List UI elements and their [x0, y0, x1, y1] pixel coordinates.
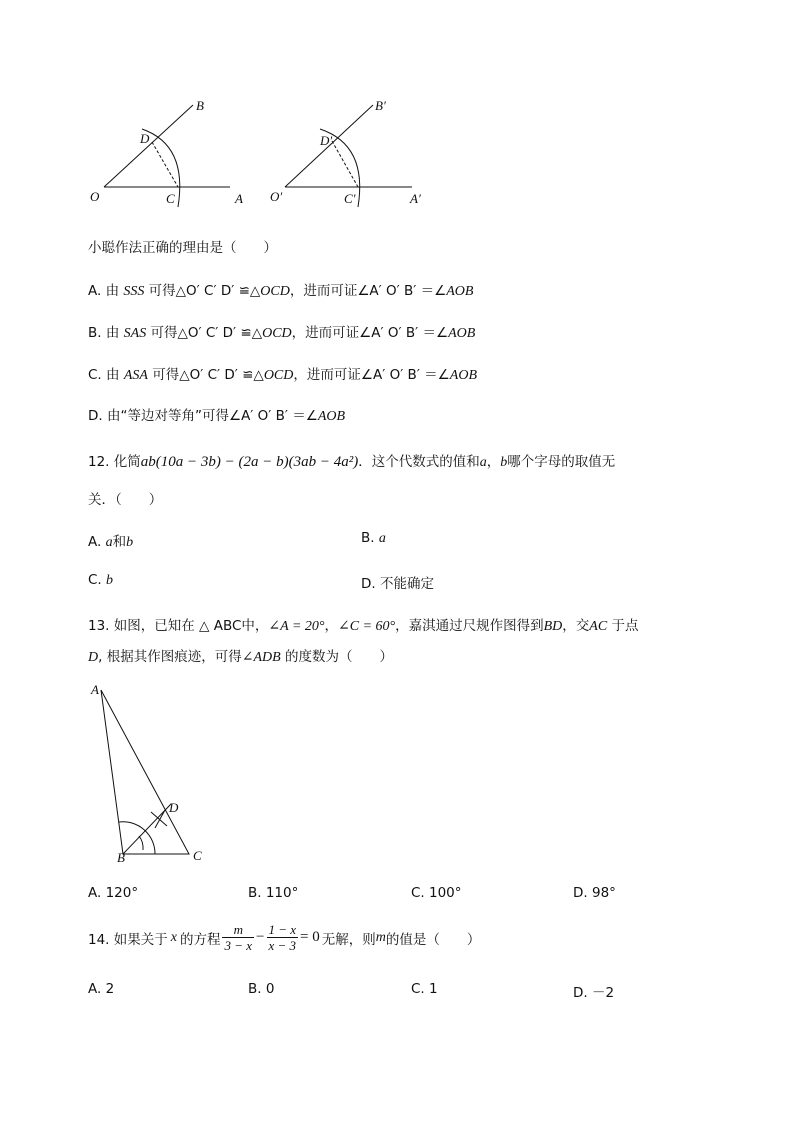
q12-option-a — [88, 530, 133, 551]
option-a-ocd: OCD — [260, 284, 290, 299]
option-d-prefix: D. 由“等边对等角”可得∠A′ O′ B′ ＝∠ — [88, 408, 318, 424]
q13-text-a: 13. 如图，已知在 △ ABC中， — [88, 618, 269, 634]
label-c: C — [193, 848, 202, 863]
q12-option-a-and: 和 — [112, 534, 127, 550]
option-b-ocd: OCD — [262, 326, 292, 341]
q14-text-b: 的方程 — [179, 931, 221, 948]
triangle-abc-figure — [85, 680, 225, 865]
angle-construction-figure — [80, 95, 440, 215]
q14-text-d: 的值是（ ） — [385, 931, 481, 948]
label-a-prime: A′ — [410, 191, 421, 206]
option-b-aob: AOB — [448, 326, 476, 341]
construction-arc-small — [139, 836, 143, 850]
q12-var-a: a — [479, 455, 487, 470]
option-c-post: ，进而可证∠A′ O′ B′ ＝∠ — [293, 367, 450, 383]
q13-ac: AC — [589, 619, 608, 634]
q12-option-c-prefix: C. — [88, 572, 107, 588]
option-a-mid: 可得△O′ C′ D′ ≌△ — [144, 283, 261, 299]
label-b: B — [196, 98, 204, 113]
option-a-prefix: A. 由 — [88, 283, 124, 299]
option-c-prefix: C. 由 — [88, 367, 124, 383]
q11-option-c — [88, 363, 477, 384]
q14-var-x: x — [170, 929, 177, 945]
q13-angle-a: ∠A = 20° — [268, 619, 325, 634]
fraction-2-denominator: x − 3 — [268, 938, 297, 953]
q12-option-c — [88, 572, 113, 589]
label-c: C — [166, 191, 175, 206]
label-d: D — [169, 800, 179, 815]
label-a: A — [91, 682, 99, 697]
q13-text-d: 于点 — [607, 618, 639, 634]
q12-option-d: D. 不能确定 — [361, 576, 434, 592]
q14-minus: − — [256, 929, 265, 945]
q14-equals: = 0 — [300, 929, 320, 945]
q13-text-c: ，交 — [562, 618, 590, 634]
fraction-1-denominator: 3 − x — [224, 938, 253, 953]
q12-text-2: 哪个字母的取值无 — [507, 454, 616, 470]
q13-point-d: D — [88, 650, 99, 665]
segment-cd-left — [152, 142, 178, 187]
fraction-1-numerator: m — [222, 922, 254, 938]
option-c-mid: 可得△O′ C′ D′ ≌△ — [147, 367, 264, 383]
q14-option-a: A. 2 — [88, 981, 115, 997]
q14-option-b: B. 0 — [248, 981, 275, 997]
q14-option-c: C. 1 — [411, 981, 438, 997]
option-b-post: ，进而可证∠A′ O′ B′ ＝∠ — [291, 325, 449, 341]
q12-expression: ab(10a − 3b) − (2a − b)(3ab − 4a²) — [140, 454, 359, 470]
option-c-rule: ASA — [123, 368, 148, 383]
label-b: B — [117, 850, 125, 865]
q13-stem-line1 — [88, 614, 638, 635]
q12-number: 12. 化简 — [88, 454, 141, 470]
q13-sep: ， — [324, 618, 338, 634]
q13-option-c: C. 100° — [411, 885, 462, 901]
q12-stem-line2: 关．（ ） — [88, 492, 163, 508]
label-b-prime: B′ — [375, 98, 386, 113]
option-d-aob: AOB — [317, 409, 346, 424]
segment-cd-right — [332, 141, 358, 187]
option-b-rule: SAS — [123, 326, 147, 341]
q13-text-e: , 根据其作图痕迹，可得 — [98, 649, 242, 665]
q14-stem — [88, 922, 480, 953]
q14-text-c: 无解，则 — [321, 931, 376, 948]
q12-option-b-prefix: B. — [361, 530, 379, 546]
q11-option-b — [88, 321, 475, 342]
q12-stem-line1 — [88, 450, 615, 471]
q11-option-d — [88, 404, 345, 425]
q13-text-f: 的度数为（ ） — [280, 649, 393, 665]
option-b-prefix: B. 由 — [88, 325, 124, 341]
q13-option-d: D. 98° — [573, 885, 616, 901]
option-c-aob: AOB — [449, 368, 477, 383]
label-a: A — [235, 191, 243, 206]
q12-option-b — [361, 530, 386, 547]
q13-text-b: ，嘉淇通过尺规作图得到 — [395, 618, 544, 634]
label-c-prime: C′ — [344, 191, 356, 206]
q12-comma: ， — [486, 454, 501, 470]
option-a-rule: SSS — [123, 284, 145, 299]
q12-option-a-var2: b — [126, 535, 134, 550]
q11-stem: 小聪作法正确的理由是（ ） — [88, 240, 277, 256]
label-d-prime: D′ — [320, 133, 333, 148]
q14-text-a: 14. 如果关于 — [88, 931, 168, 948]
q12-option-a-prefix: A. — [88, 534, 106, 550]
option-a-post: ，进而可证∠A′ O′ B′ ＝∠ — [289, 283, 447, 299]
q12-text: ．这个代数式的值和 — [358, 454, 480, 470]
q14-option-d: D. －2 — [573, 985, 615, 1001]
q12-var-b: b — [500, 455, 508, 470]
triangle-abc — [101, 690, 189, 854]
q11-option-a — [88, 279, 473, 300]
q13-stem-line2 — [88, 645, 393, 666]
label-d: D — [140, 131, 150, 146]
q13-bd: BD — [543, 619, 563, 634]
q14-fraction-1 — [222, 922, 254, 953]
q13-option-b: B. 110° — [248, 885, 299, 901]
label-o-prime: O′ — [270, 189, 283, 204]
q13-angle-adb: ∠ADB — [241, 650, 281, 665]
q14-var-m: m — [375, 929, 386, 945]
ray-ob — [104, 105, 193, 187]
q12-option-c-var: b — [106, 573, 114, 588]
q12-option-b-var: a — [378, 531, 386, 546]
q13-option-a: A. 120° — [88, 885, 139, 901]
construction-tick-1 — [151, 812, 167, 826]
q13-angle-c: ∠C = 60° — [338, 619, 396, 634]
q12-option-a-var1: a — [105, 535, 113, 550]
option-a-aob: AOB — [446, 284, 474, 299]
q14-fraction-2 — [267, 922, 299, 953]
fraction-2-numerator: 1 − x — [268, 922, 297, 937]
option-b-mid: 可得△O′ C′ D′ ≌△ — [146, 325, 263, 341]
option-c-ocd: OCD — [263, 368, 294, 383]
label-o: O — [90, 189, 100, 204]
